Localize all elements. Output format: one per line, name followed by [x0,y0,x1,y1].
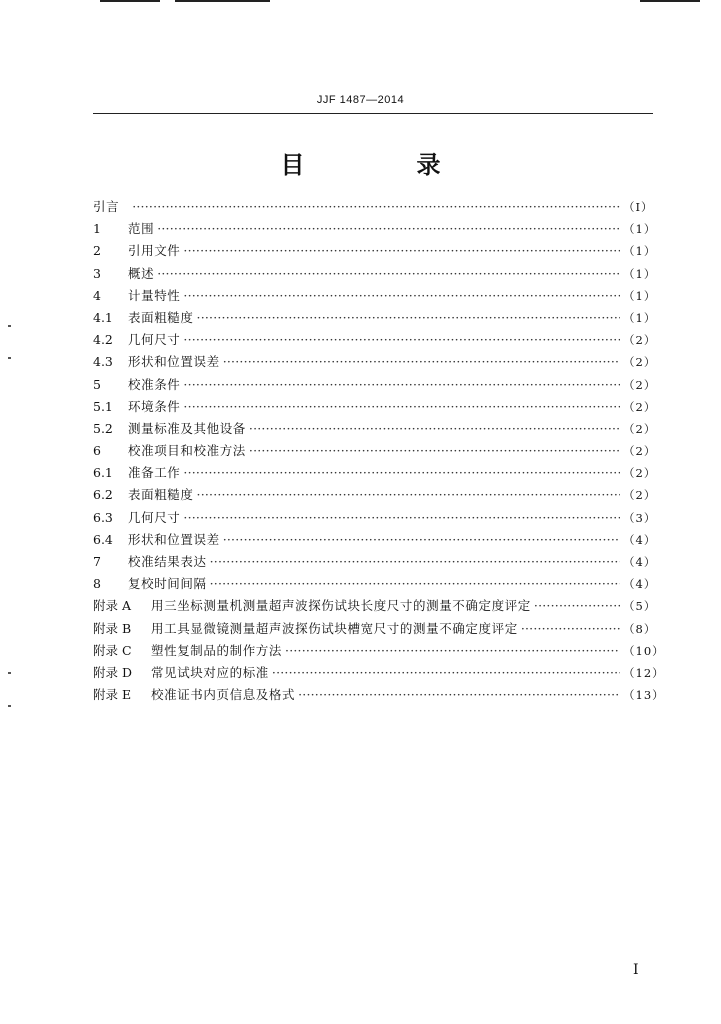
toc-entry[interactable] [93,508,657,530]
toc-entry-number: 4.2 [93,332,113,348]
toc-entry[interactable] [93,397,657,419]
toc-entry[interactable] [93,463,657,485]
toc-leader-dots [210,554,620,569]
toc-entry-page: （2） [623,399,657,414]
toc-entry-label: 引用文件 [128,243,181,259]
toc-entry-label: 复校时间间隔 [128,576,207,592]
appendix-number: 附录 E [93,687,132,703]
toc-entry-page: （1） [623,310,657,325]
toc-entry-page: （1） [623,222,657,237]
scan-artifact [100,0,160,2]
toc-entry-page: （2） [623,466,657,481]
toc-entry-number: 2 [93,243,101,259]
toc-entry-label: 几何尺寸 [128,509,181,525]
toc-entry-page: （1） [623,266,657,281]
toc-entry-number: 1 [93,221,101,237]
toc-leader-dots [183,243,620,258]
scan-artifact [175,0,270,2]
toc-appendix-entry[interactable] [93,663,665,685]
toc-entry-label: 测量标准及其他设备 [128,420,246,436]
toc-leader-dots [223,354,620,369]
toc-entry-number: 3 [93,265,101,281]
toc-appendix-entry[interactable] [93,685,665,707]
toc-entry-label: 形状和位置误差 [128,354,220,370]
appendix-page: （13） [623,688,665,703]
toc-entry-label: 表面粗糙度 [128,487,194,503]
toc-entry-label: 校准条件 [128,376,181,392]
appendix-number: 附录 B [93,620,132,636]
toc-appendix-entry[interactable] [93,596,657,618]
toc-leader-dots [183,288,620,303]
toc-entry-label: 校准结果表达 [128,554,207,569]
toc-entry-page: （2） [623,377,657,392]
toc-entry-page: （Ⅰ） [623,200,654,214]
toc-entry-page: （2） [623,333,657,348]
toc-leader-dots [157,221,620,236]
toc-entry-number: 7 [93,554,101,569]
toc-entry-page: （2） [623,421,657,436]
toc-leader-dots [183,377,620,392]
toc-entry-page: （2） [623,355,657,370]
scan-artifact [640,0,700,2]
scan-artifact [8,672,11,674]
toc-entry[interactable] [93,352,657,374]
appendix-label: 塑性复制品的制作方法 [151,642,283,658]
appendix-number: 附录 A [93,598,132,614]
toc-appendix-entry[interactable] [93,641,665,663]
toc-entry-number: 4.3 [93,354,113,370]
toc-leader-dots [298,687,620,702]
toc-entry[interactable] [93,241,657,263]
appendix-page: （12） [623,665,665,680]
toc-entry-page: （4） [623,555,657,569]
toc-entry[interactable] [93,264,657,286]
toc-entry-number: 8 [93,576,101,592]
toc-entry-page: （2） [623,488,657,503]
toc-entry-page: （1） [623,244,657,259]
table-of-contents [93,197,665,707]
toc-entry-label: 计量特性 [128,287,181,303]
toc-entry[interactable] [93,219,657,241]
toc-entry[interactable] [93,441,657,463]
toc-entry-page: （4） [623,532,657,547]
toc-entry[interactable] [93,286,657,308]
toc-leader-dots [285,643,620,658]
toc-entry-preface[interactable] [93,197,653,219]
toc-entry[interactable] [93,485,657,507]
toc-leader-dots [534,598,620,613]
toc-entry-label: 引言 [93,199,120,214]
toc-entry[interactable] [93,419,657,441]
toc-entry[interactable] [93,308,657,330]
page-number: I [633,962,639,978]
appendix-label: 校准证书内页信息及格式 [151,687,296,703]
toc-leader-dots [223,532,620,547]
scan-artifact [8,357,11,359]
appendix-page: （10） [623,643,665,658]
appendix-page: （8） [623,621,657,636]
toc-entry-number: 4 [93,287,101,303]
appendix-number: 附录 C [93,642,132,658]
header-divider [93,113,653,114]
standard-code: JJF 1487—2014 [316,94,405,106]
toc-entry-label: 范围 [128,221,155,237]
toc-entry-label: 概述 [128,265,155,281]
toc-appendix-entry[interactable] [93,619,657,641]
scan-artifact [8,325,11,327]
toc-entry[interactable] [93,552,657,574]
toc-entry-number: 4.1 [93,309,113,325]
appendix-label: 用工具显微镜测量超声波探伤试块槽宽尺寸的测量不确定度评定 [151,620,518,636]
toc-entry-page: （3） [623,510,657,525]
toc-leader-dots [183,510,620,525]
toc-leader-dots [183,332,620,347]
appendix-label: 常见试块对应的标准 [151,664,269,680]
appendix-label: 用三坐标测量机测量超声波探伤试块长度尺寸的测量不确定度评定 [151,598,531,614]
toc-entry-label: 几何尺寸 [128,332,181,348]
appendix-number: 附录 D [93,664,132,680]
toc-entry-page: （1） [623,288,657,303]
toc-entry[interactable] [93,330,657,352]
toc-entry-number: 5.1 [93,398,113,414]
toc-leader-dots [197,310,620,325]
toc-entry-label: 环境条件 [128,398,181,414]
toc-entry-number: 6.4 [93,531,113,547]
toc-leader-dots [272,665,620,680]
toc-entry-label: 校准项目和校准方法 [128,443,246,459]
toc-entry-number: 6.2 [93,487,113,503]
toc-leader-dots [183,399,620,414]
toc-entry-page: （2） [623,444,657,459]
toc-leader-dots [132,199,620,214]
toc-entry[interactable] [93,375,657,397]
scan-artifact [8,705,11,707]
toc-leader-dots [521,621,620,636]
toc-entry-page: （4） [623,577,657,592]
toc-leader-dots [210,576,620,591]
toc-entry[interactable] [93,530,657,552]
toc-leader-dots [249,443,620,458]
toc-leader-dots [197,487,620,502]
appendix-page: （5） [623,599,657,614]
toc-entry-number: 6.3 [93,509,113,525]
toc-leader-dots [183,465,620,480]
toc-entry[interactable] [93,574,657,596]
toc-entry-label: 准备工作 [128,465,181,481]
toc-leader-dots [157,266,620,281]
toc-leader-dots [249,421,620,436]
toc-entry-number: 5.2 [93,420,113,436]
toc-entry-label: 表面粗糙度 [128,309,194,325]
toc-entry-number: 6 [93,443,101,459]
toc-entry-number: 6.1 [93,465,113,481]
toc-entry-number: 5 [93,376,101,392]
page-title: 目 录 [280,151,485,179]
toc-entry-label: 形状和位置误差 [128,531,220,547]
